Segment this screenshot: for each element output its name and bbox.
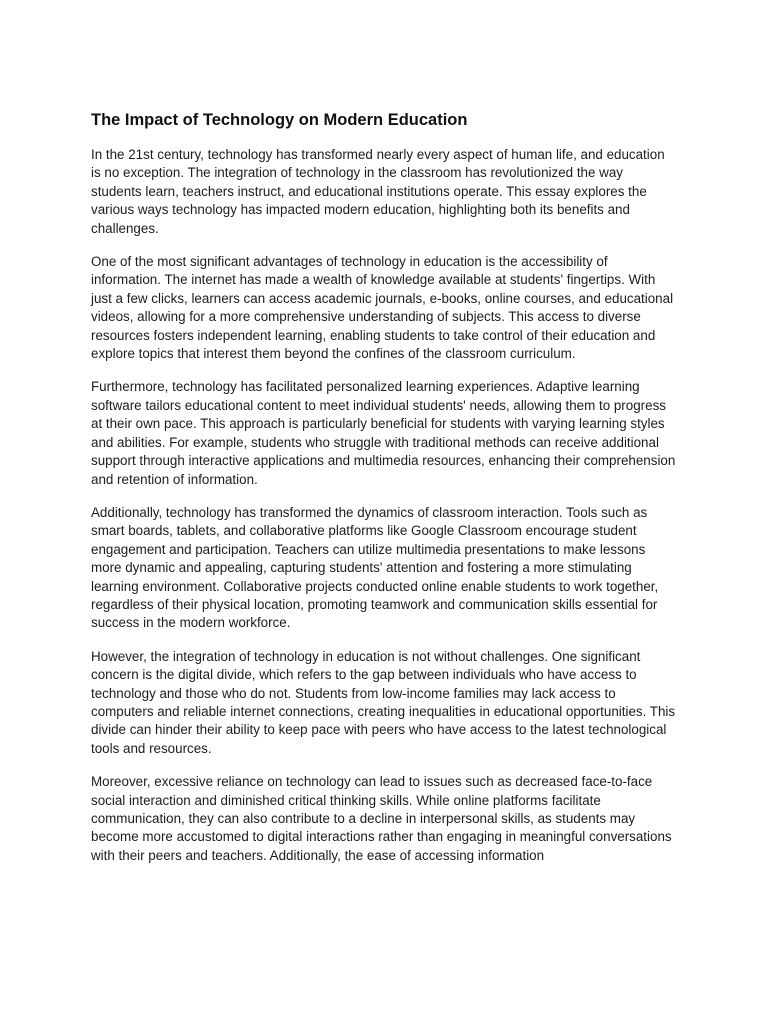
paragraph-personalized-learning: Furthermore, technology has facilitated personalized learning experiences. Adaptive learning software tailors educational content to meet individual students' needs, allowing them to progress at their own pace. This approach is particularly beneficial for students with varying learning styles and abilities. For example, students who struggle with traditional methods can receive additional support through interactive applications and multimedia resources, enhancing their comprehension and retention of information. <box>91 379 676 487</box>
paragraph-accessibility: One of the most significant advantages of technology in education is the accessibility of information. The internet has made a wealth of knowledge available at students' fingertips. With just a few clicks, learners can access academic journals, e-books, online courses, and educational videos, allowing for a more comprehensive understanding of subjects. This access to diverse resources fosters independent learning, enabling students to take control of their education and explore topics that interest them beyond the confines of the classroom curriculum. <box>91 254 674 362</box>
document-body <box>91 108 677 880</box>
document-title: The Impact of Technology on Modern Education <box>91 111 468 129</box>
paragraph-intro: In the 21st century, technology has transformed nearly every aspect of human life, and education is no exception. The integration of technology in the classroom has revolutionized the way students learn, teachers instruct, and educational institutions operate. This essay explores the various ways technology has impacted modern education, highlighting both its benefits and challenges. <box>91 147 665 236</box>
paragraph-digital-divide: However, the integration of technology in education is not without challenges. One significant concern is the digital divide, which refers to the gap between individuals who have access to technology and those who do not. Students from low-income families may lack access to computers and reliable internet connections, creating inequalities in educational opportunities. This divide can hinder their ability to keep pace with peers who have access to the latest technological tools and resources. <box>91 648 676 756</box>
paragraph-classroom-interaction: Additionally, technology has transformed the dynamics of classroom interaction. Tools such as smart boards, tablets, and collaborative platforms like Google Classroom encourage student engagement and participation. Teachers can utilize multimedia presentations to make lessons more dynamic and appealing, capturing students' attention and fostering a more stimulating learning environment. Collaborative projects conducted online enable students to work together, regardless of their physical location, promoting teamwork and communication skills essential for success in the modern workforce. <box>91 504 659 631</box>
paragraph-reliance: Moreover, excessive reliance on technology can lead to issues such as decreased face-to-face social interaction and diminished critical thinking skills. While online platforms facilitate communication, they can also contribute to a decline in interpersonal skills, as students may become more accustomed to digital interactions rather than engaging in meaningful conversations with their peers and teachers. Additionally, the ease of accessing information <box>91 774 672 863</box>
